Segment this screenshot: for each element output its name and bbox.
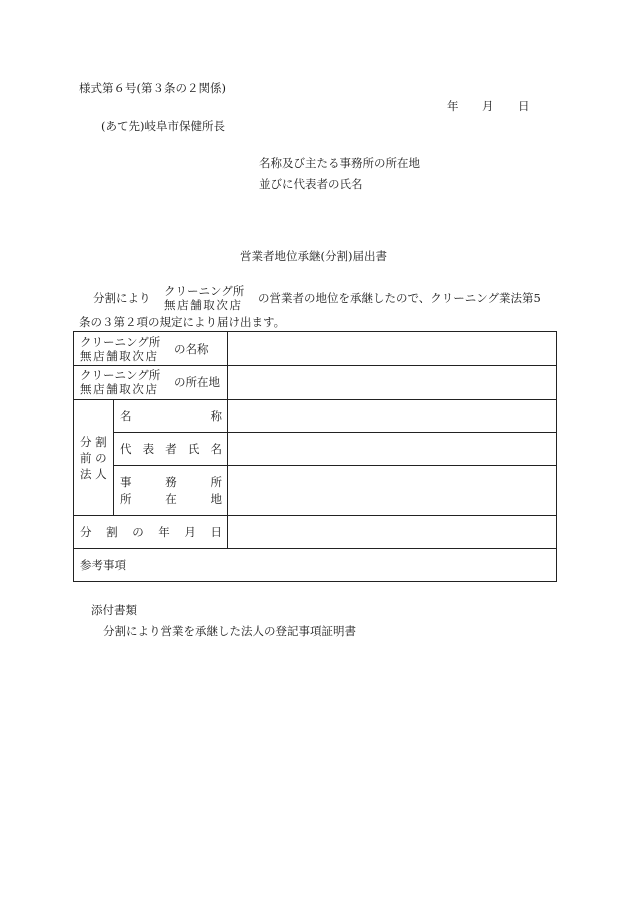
row1-label-suffix: の名称 [174,342,209,356]
split-date-label: 分 割 の 年 月 日 [80,525,222,539]
date-year-label: 年 [447,99,459,113]
date-day-label: 日 [518,99,530,113]
office-label-line2: 所 在 地 [120,492,222,506]
date-month-label: 月 [482,99,494,113]
notification-table [73,331,557,582]
body-line-2: 条の３第２項の規定により届け出ます。 [79,315,286,329]
addressee: (あて先)岐阜市保健所長 [101,119,225,133]
body-suffix: の営業者の地位を承継したので、クリーニング業法第5 [258,291,541,305]
notes-label: 参考事項 [80,558,126,572]
group-label-line2: 前 の [80,451,107,465]
form-number: 様式第６号(第３条の２関係) [79,81,226,95]
row2-label-suffix: の所在地 [174,375,220,389]
group-label-line3: 法 人 [80,467,107,481]
body-prefix: 分割により [93,291,151,305]
document-title: 営業者地位承継(分割)届出書 [240,249,387,263]
office-label-line1: 事 務 所 [120,475,222,489]
row1-business-type-1: クリーニング所 [80,335,161,349]
attachment-item: 分割により営業を承継した法人の登記事項証明書 [103,624,356,638]
row2-business-type-2: 無店舗取次店 [80,382,159,396]
row2-business-type-1: クリーニング所 [80,368,161,382]
representative-label: 代 表 者 氏 名 [120,442,222,456]
group-label-line1: 分 割 [80,435,107,449]
body-business-type-2: 無店舗取次店 [164,298,243,312]
attachments-heading: 添付書類 [91,603,137,617]
body-business-type-1: クリーニング所 [164,284,245,298]
corp-name-label: 名 称 [120,409,222,423]
row1-business-type-2: 無店舗取次店 [80,349,159,363]
applicant-label-line2: 並びに代表者の氏名 [259,177,363,191]
applicant-label-line1: 名称及び主たる事務所の所在地 [259,156,420,170]
